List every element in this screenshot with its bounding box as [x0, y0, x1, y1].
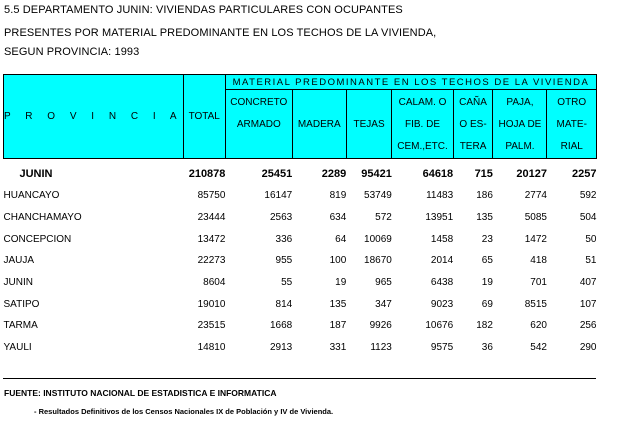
material-column-header [493, 90, 547, 159]
material-column-header [453, 90, 493, 159]
column-header-line: OTRO [557, 97, 587, 108]
table-row [4, 185, 597, 207]
table-cell: 85750 [197, 190, 226, 202]
table-cell: 814 [275, 298, 293, 310]
total-row-value: 2289 [321, 168, 347, 180]
table-cell: 182 [476, 320, 493, 332]
table-row [4, 228, 597, 250]
total-row-value: 2257 [572, 168, 597, 180]
table-cell: 331 [329, 342, 347, 354]
column-header-line: TERA [459, 141, 487, 152]
table-cell: 23 [481, 233, 493, 245]
table-cell: 256 [579, 320, 597, 332]
table-cell: 64 [335, 233, 347, 245]
table-cell: 504 [579, 212, 597, 224]
table-cell: 135 [329, 298, 347, 310]
table-cell: 2563 [269, 212, 293, 224]
province-name: YAULI [3, 342, 32, 354]
province-name: TARMA [3, 320, 38, 332]
table-cell: 187 [329, 320, 347, 332]
census-note: - Resultados Definitivos de los Censos Nacionales IX de Población y IV de Vivienda. [34, 407, 334, 416]
table-cell: 701 [530, 277, 547, 289]
table-cell: 100 [329, 255, 347, 267]
table-cell: 186 [476, 190, 493, 202]
table-cell: 5085 [524, 212, 547, 224]
table-cell: 36 [481, 342, 493, 354]
material-column-header [547, 90, 597, 159]
column-header-line: RIAL [560, 141, 583, 152]
table-cell: 50 [585, 233, 597, 245]
column-header-line: CALAM. O [398, 97, 447, 108]
table-cell: 22273 [197, 255, 226, 267]
column-header-line: CONCRETO [230, 97, 288, 108]
province-name: HUANCAYO [3, 190, 60, 202]
table-row [4, 272, 597, 294]
report-title-line-3: SEGUN PROVINCIA: 1993 [4, 46, 140, 58]
column-header-line [347, 136, 392, 158]
table-row [4, 250, 597, 272]
table-cell: 2014 [430, 255, 454, 267]
total-row-value: 64618 [422, 168, 454, 180]
table-cell: 8515 [524, 298, 547, 310]
table-cell: 8604 [203, 277, 226, 289]
table-cell: 19 [481, 277, 493, 289]
column-header-line: HOJA DE [498, 119, 542, 130]
total-row-value: 25451 [261, 168, 293, 180]
housing-roof-material-table [3, 74, 597, 359]
table-cell: 23444 [197, 212, 226, 224]
table-cell: 23515 [197, 320, 226, 332]
column-header-line [293, 136, 346, 158]
report-title-line-2: PRESENTES POR MATERIAL PREDOMINANTE EN LOS TECHOS DE LA VIVIENDA, [4, 27, 437, 39]
material-column-header [392, 90, 453, 159]
column-header-line [293, 92, 346, 114]
table-cell: 19 [335, 277, 347, 289]
province-name: JAUJA [3, 255, 35, 267]
report-title-line-1: 5.5 DEPARTAMENTO JUNIN: VIVIENDAS PARTICULARES CON OCUPANTES [4, 4, 403, 16]
table-cell: 14810 [197, 342, 226, 354]
table-cell: 19010 [197, 298, 226, 310]
column-header-line: PALM. [505, 141, 535, 152]
table-cell: 9926 [369, 320, 392, 332]
total-row-value: 20127 [516, 168, 547, 180]
total-column-header: TOTAL [183, 75, 225, 159]
material-column-header [292, 90, 346, 159]
column-header-line: PAJA, [506, 97, 534, 108]
table-cell: 418 [530, 255, 547, 267]
total-row-name: JUNIN [19, 168, 53, 180]
table-cell: 1458 [430, 233, 454, 245]
province-name: CHANCHAMAYO [3, 212, 82, 224]
source-note: FUENTE: INSTITUTO NACIONAL DE ESTADISTICA E INFORMATICA [4, 388, 277, 398]
total-row-value: 210878 [188, 168, 226, 180]
column-header-line: O ES- [459, 119, 487, 130]
table-cell: 10676 [425, 320, 454, 332]
table-cell: 135 [476, 212, 493, 224]
table-cell: 53749 [364, 190, 392, 202]
table-cell: 955 [275, 255, 293, 267]
table-row [4, 207, 597, 229]
province-name: JUNIN [3, 277, 33, 289]
material-column-header [346, 90, 392, 159]
province-name: CONCEPCION [3, 233, 72, 245]
column-header-line: CEM.,ETC. [397, 141, 448, 152]
column-header-line: MADERA [297, 119, 341, 130]
column-header-line [347, 92, 392, 114]
table-cell: 634 [329, 212, 347, 224]
table-cell: 55 [281, 277, 293, 289]
table-cell: 69 [481, 298, 493, 310]
total-row-value: 715 [474, 168, 493, 180]
table-cell: 2774 [524, 190, 547, 202]
table-cell: 620 [530, 320, 547, 332]
table-cell: 65 [481, 255, 493, 267]
table-cell: 336 [275, 233, 293, 245]
total-row-value: 95421 [361, 168, 392, 180]
table-cell: 407 [579, 277, 597, 289]
column-header-line: MATE- [556, 119, 587, 130]
footer-divider [3, 378, 596, 379]
table-cell: 542 [530, 342, 547, 354]
table-cell: 965 [375, 277, 392, 289]
table-cell: 13472 [197, 233, 226, 245]
table-row [4, 293, 597, 315]
table-cell: 1668 [269, 320, 293, 332]
column-header-line: FIB. DE [405, 119, 441, 130]
province-name: SATIPO [3, 298, 40, 310]
column-header-line [226, 136, 292, 158]
table-cell: 819 [329, 190, 347, 202]
table-cell: 592 [579, 190, 597, 202]
material-column-header [225, 90, 292, 159]
table-cell: 1472 [524, 233, 547, 245]
table-cell: 16147 [264, 190, 293, 202]
table-cell: 11483 [426, 190, 454, 202]
table-cell: 347 [375, 298, 392, 310]
column-header-line: CAÑA [459, 97, 487, 108]
table-cell: 2913 [269, 342, 293, 354]
table-cell: 13951 [425, 212, 454, 224]
table-cell: 10069 [364, 233, 392, 245]
table-cell: 18670 [364, 255, 392, 267]
table-row [4, 315, 597, 337]
table-cell: 9023 [430, 298, 454, 310]
table-cell: 107 [579, 298, 597, 310]
table-cell: 1123 [370, 342, 392, 354]
column-header-line: ARMADO [236, 119, 281, 130]
table-row [4, 337, 597, 359]
table-cell: 51 [585, 255, 597, 267]
provincia-column-header: P R O V I N C I A [4, 75, 184, 159]
material-group-header: MATERIAL PREDOMINANTE EN LOS TECHOS DE LA VIVIENDA [225, 75, 596, 90]
table-cell: 290 [579, 342, 597, 354]
table-cell: 6438 [430, 277, 454, 289]
column-header-line: TEJAS [353, 119, 385, 130]
table-cell: 572 [375, 212, 392, 224]
table-cell: 9575 [430, 342, 454, 354]
